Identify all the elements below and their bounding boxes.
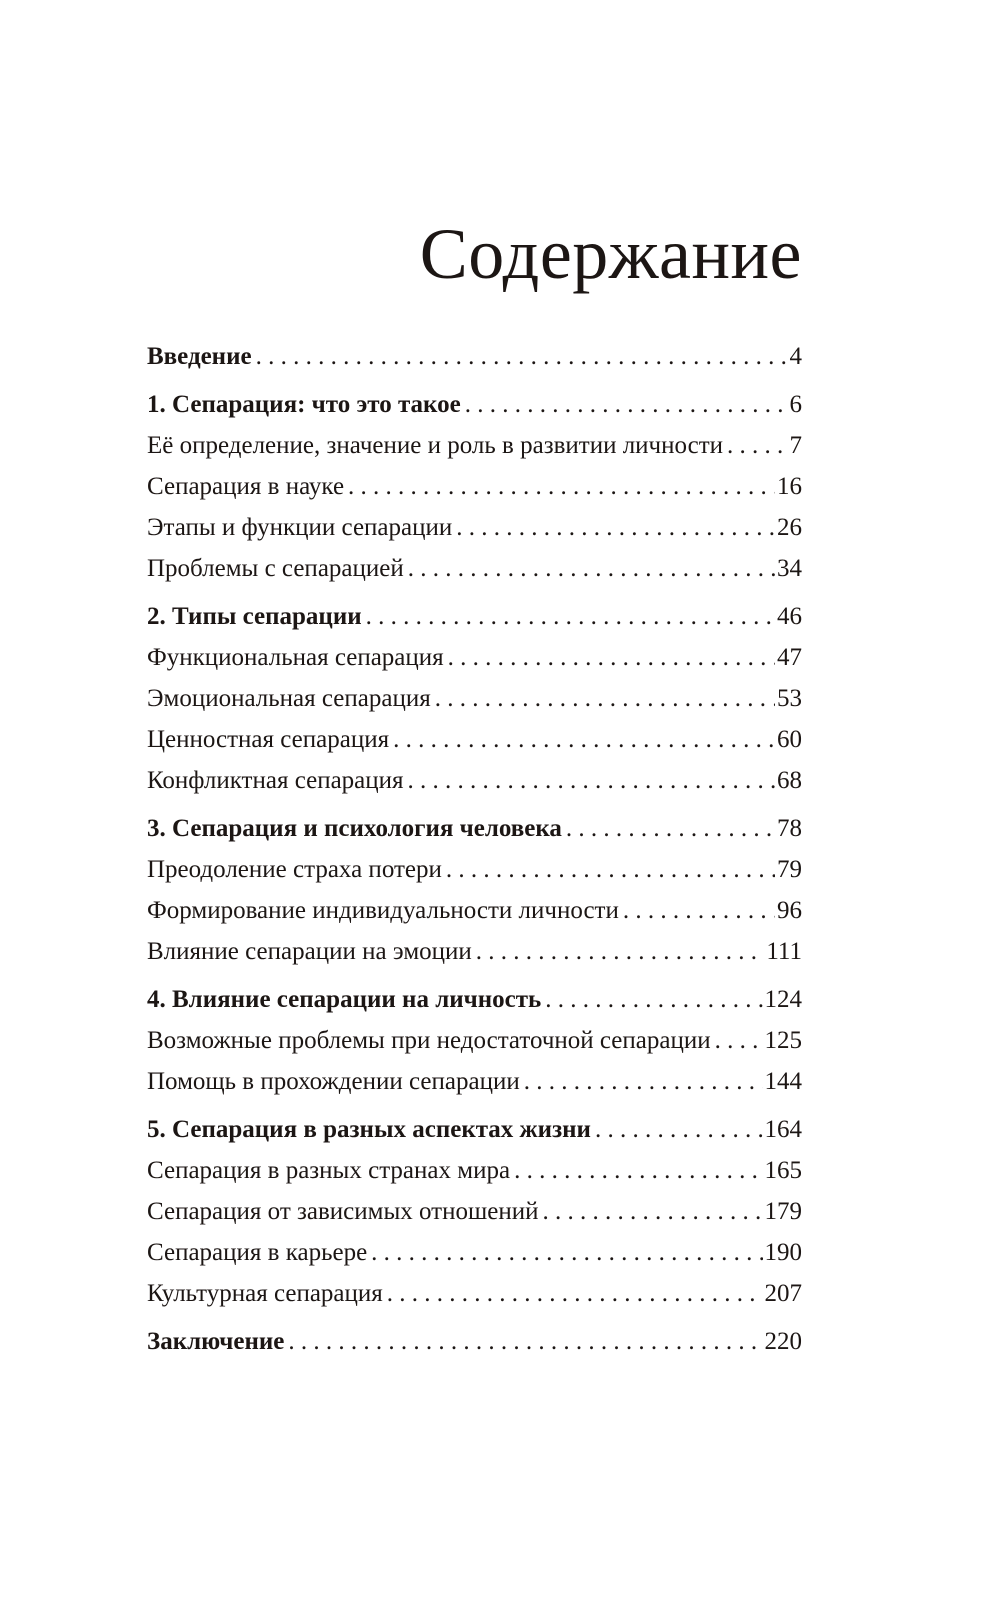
- toc-entry-page: 47: [777, 644, 802, 671]
- dot-leader: [542, 1191, 762, 1232]
- toc-entry[interactable]: [147, 1150, 802, 1191]
- dot-leader: [446, 849, 775, 890]
- toc-entry[interactable]: [147, 637, 802, 678]
- toc-entry-label: Конфликтная сепарация: [147, 767, 404, 794]
- toc-entry-label: Возможные проблемы при недостаточной сепарации: [147, 1027, 711, 1054]
- toc-entry-label: Сепарация в разных странах мира: [147, 1157, 511, 1184]
- toc-entry-page: 220: [764, 1328, 802, 1355]
- toc-entry-page: 144: [764, 1068, 802, 1095]
- dot-leader: [456, 507, 775, 548]
- dot-leader: [566, 808, 775, 849]
- toc-entry[interactable]: [147, 596, 802, 637]
- toc-entry[interactable]: [147, 1061, 802, 1102]
- toc-entry-label: Заключение: [147, 1328, 285, 1355]
- toc-entry-page: 124: [764, 986, 802, 1013]
- dot-leader: [408, 548, 775, 589]
- dot-leader: [545, 979, 762, 1020]
- toc-entry[interactable]: [147, 466, 802, 507]
- toc-entry[interactable]: [147, 384, 802, 425]
- toc-entry-page: 96: [777, 897, 802, 924]
- toc-entry[interactable]: [147, 719, 802, 760]
- toc-entry-page: 164: [764, 1116, 802, 1143]
- dot-leader: [715, 1020, 763, 1061]
- toc-entry-page: 111: [766, 938, 802, 965]
- toc-entry[interactable]: [147, 336, 802, 377]
- toc-entry[interactable]: [147, 507, 802, 548]
- toc-entry-page: 34: [777, 555, 802, 582]
- toc-entry-label: Влияние сепарации на эмоции: [147, 938, 472, 965]
- toc-entry-label: 2. Типы сепарации: [147, 603, 362, 630]
- toc-entry[interactable]: [147, 760, 802, 801]
- toc-entry-page: 26: [777, 514, 802, 541]
- toc-entry-label: Эмоциональная сепарация: [147, 685, 431, 712]
- dot-leader: [408, 760, 775, 801]
- dot-leader: [371, 1232, 762, 1273]
- toc-entry-page: 207: [764, 1280, 802, 1307]
- dot-leader: [448, 637, 775, 678]
- dot-leader: [393, 719, 775, 760]
- toc-entry-label: Этапы и функции сепарации: [147, 514, 453, 541]
- toc-entry-page: 4: [789, 343, 802, 370]
- toc-entry-label: Функциональная сепарация: [147, 644, 444, 671]
- table-of-contents: [147, 336, 802, 1362]
- dot-leader: [348, 466, 775, 507]
- toc-entry-label: Проблемы с сепарацией: [147, 555, 404, 582]
- toc-entry[interactable]: [147, 1109, 802, 1150]
- toc-entry-label: Сепарация в науке: [147, 473, 345, 500]
- dot-leader: [256, 336, 788, 377]
- toc-entry-label: Помощь в прохождении сепарации: [147, 1068, 520, 1095]
- toc-entry-page: 46: [777, 603, 802, 630]
- toc-entry-page: 6: [789, 391, 802, 418]
- toc-entry-page: 125: [764, 1027, 802, 1054]
- dot-leader: [476, 931, 765, 972]
- toc-entry-label: 3. Сепарация и психология человека: [147, 815, 562, 842]
- toc-entry-page: 53: [777, 685, 802, 712]
- toc-entry-label: Её определение, значение и роль в развитии личности: [147, 432, 724, 459]
- toc-entry-label: Ценностная сепарация: [147, 726, 390, 753]
- page-title: Содержание: [419, 214, 802, 295]
- toc-entry-label: 4. Влияние сепарации на личность: [147, 986, 542, 1013]
- toc-entry[interactable]: [147, 548, 802, 589]
- toc-entry-label: 5. Сепарация в разных аспектах жизни: [147, 1116, 591, 1143]
- dot-leader: [623, 890, 775, 931]
- toc-entry[interactable]: [147, 849, 802, 890]
- toc-entry-label: Введение: [147, 343, 252, 370]
- dot-leader: [595, 1109, 763, 1150]
- dot-leader: [727, 425, 787, 466]
- toc-entry-label: Сепарация от зависимых отношений: [147, 1198, 539, 1225]
- dot-leader: [465, 384, 788, 425]
- toc-entry-page: 165: [764, 1157, 802, 1184]
- toc-entry-page: 68: [777, 767, 802, 794]
- toc-entry[interactable]: [147, 1020, 802, 1061]
- toc-entry-page: 179: [764, 1198, 802, 1225]
- toc-entry-page: 7: [789, 432, 802, 459]
- dot-leader: [514, 1150, 762, 1191]
- toc-entry-label: Сепарация в карьере: [147, 1239, 368, 1266]
- dot-leader: [288, 1321, 762, 1362]
- toc-entry[interactable]: [147, 808, 802, 849]
- dot-leader: [524, 1061, 763, 1102]
- toc-entry[interactable]: [147, 931, 802, 972]
- toc-entry-page: 190: [764, 1239, 802, 1266]
- dot-leader: [366, 596, 775, 637]
- toc-entry[interactable]: [147, 1321, 802, 1362]
- dot-leader: [387, 1273, 763, 1314]
- toc-entry-page: 60: [777, 726, 802, 753]
- toc-entry-label: Преодоление страха потери: [147, 856, 442, 883]
- toc-entry-page: 79: [777, 856, 802, 883]
- toc-entry-page: 16: [777, 473, 802, 500]
- toc-entry[interactable]: [147, 1232, 802, 1273]
- toc-entry[interactable]: [147, 678, 802, 719]
- dot-leader: [435, 678, 775, 719]
- toc-entry[interactable]: [147, 1273, 802, 1314]
- toc-entry-page: 78: [777, 815, 802, 842]
- toc-entry-label: Формирование индивидуальности личности: [147, 897, 619, 924]
- toc-entry[interactable]: [147, 890, 802, 931]
- toc-entry-label: Культурная сепарация: [147, 1280, 383, 1307]
- toc-entry[interactable]: [147, 1191, 802, 1232]
- toc-entry-label: 1. Сепарация: что это такое: [147, 391, 461, 418]
- toc-entry[interactable]: [147, 425, 802, 466]
- toc-entry[interactable]: [147, 979, 802, 1020]
